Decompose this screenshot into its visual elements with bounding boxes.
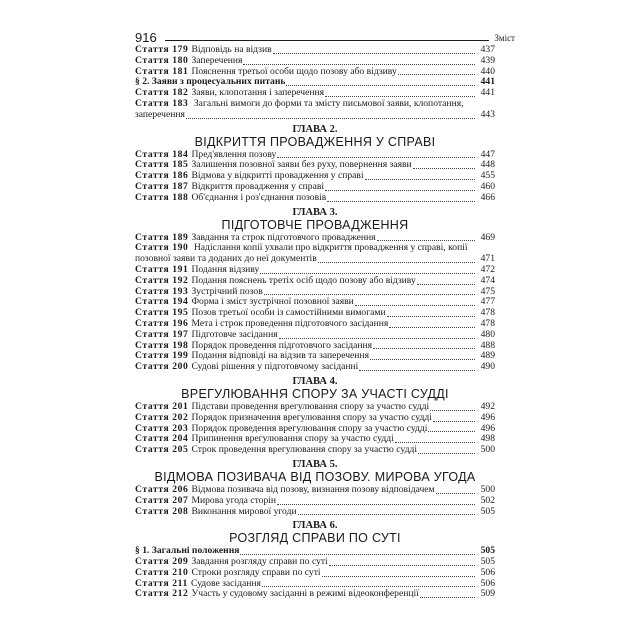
chapter-number: ГЛАВА 6.	[292, 520, 338, 532]
toc-entry-page: 441	[480, 76, 495, 88]
toc-entry-page: 489	[480, 350, 495, 362]
toc-entry	[135, 496, 495, 507]
toc-entry	[135, 579, 495, 590]
leader-dots	[365, 179, 475, 180]
toc-entry-label: Стаття 193	[135, 285, 189, 297]
leader-dots	[398, 74, 475, 75]
toc-entry-label: Стаття 184	[135, 148, 189, 160]
toc-entry	[135, 568, 495, 579]
toc-entry-page: 488	[480, 339, 495, 351]
chapter-title: ПІДГОТОВЧЕ ПРОВАДЖЕННЯ	[221, 217, 409, 232]
toc-entry-label: Стаття 199	[135, 350, 189, 362]
toc-entry-title: Подання відзиву	[191, 264, 260, 275]
toc-entry	[135, 67, 495, 78]
toc-entry-page: 480	[480, 328, 495, 340]
toc-entry-label: Стаття 207	[135, 494, 189, 506]
leader-dots	[420, 597, 475, 598]
leader-dots	[433, 421, 475, 422]
leader-dots	[318, 262, 475, 263]
leader-dots	[413, 168, 475, 169]
toc-entry-page: 477	[480, 296, 495, 308]
toc-entry-title: Судові рішення у підготовчому засіданні	[191, 362, 359, 373]
leader-dots	[262, 586, 475, 587]
toc-entry-label: Стаття 200	[135, 361, 189, 373]
toc-entry-label: Стаття 196	[135, 317, 189, 329]
leader-dots	[186, 118, 475, 119]
leader-dots	[260, 273, 475, 274]
toc-entry-title: Залишення позовної заяви без руху, повернення заяви	[191, 160, 412, 171]
toc-section-chapter-6	[135, 546, 495, 600]
leader-dots	[277, 157, 475, 158]
toc-entry-title: Позов третьої особи із самостійними вимогами	[191, 308, 386, 319]
toc-section-chapter-3	[135, 265, 495, 373]
toc-entry-title: Судове засідання	[190, 578, 261, 589]
toc-entry	[135, 193, 495, 204]
toc-entry	[135, 402, 495, 413]
toc-entry-page: 505	[480, 505, 495, 517]
toc-entry-title: Відмова позивача від позову, визнання позову відповідачем	[191, 484, 435, 495]
chapter-number: ГЛАВА 5.	[292, 458, 338, 470]
toc-section-top	[135, 45, 495, 99]
toc-section-chapter-2	[135, 150, 495, 204]
toc-entry-title: Відкриття провадження у справі	[191, 181, 325, 192]
toc-entry-page: 478	[480, 307, 495, 319]
toc-entry	[135, 557, 495, 568]
toc-entry-title: Порядок проведення підготовчого засідання	[191, 340, 373, 351]
toc-entry	[135, 243, 495, 265]
toc-entry-label: Стаття 208	[135, 505, 189, 517]
toc-entry	[135, 330, 495, 341]
chapter-number: ГЛАВА 2.	[292, 123, 338, 135]
toc-entry-page: 492	[480, 400, 495, 412]
toc-entry-page: 502	[480, 494, 495, 506]
leader-dots	[418, 453, 475, 454]
leader-dots	[355, 305, 475, 306]
toc-entry-page: 439	[480, 54, 495, 66]
toc-entry-title: Виконання мирової угоди	[191, 506, 297, 517]
toc-entry-page: 509	[480, 588, 495, 600]
toc-entry-title: Завдання розгляду справи по суті	[191, 557, 328, 568]
toc-entry-page: 475	[480, 285, 495, 297]
toc-entry-title: Об'єднання і роз'єднання позовів	[191, 192, 327, 203]
toc-entry-title: § 2. Заяви з процесуальних питань	[135, 77, 286, 88]
toc-entry-page: 496	[480, 411, 495, 423]
toc-entry-title: Подання пояснень третіх осіб щодо позову або відзиву	[191, 275, 416, 286]
leader-dots	[325, 190, 475, 191]
toc-entry	[135, 297, 495, 308]
toc-entry	[135, 308, 495, 319]
toc-entry-title: Пояснення третьої особи щодо позову або відзиву	[191, 66, 397, 77]
toc-entry-label: Стаття 206	[135, 483, 189, 495]
toc-entry-title: Строк проведення врегулювання спору за участю судді	[191, 445, 417, 456]
toc-entry-page: 460	[480, 180, 495, 192]
leader-dots	[389, 327, 475, 328]
toc-entry-title: Надіслання копії ухвали про відкриття провадження у справі, копії	[193, 242, 468, 254]
toc-entry-title: Загальні вимоги до форми та змісту письмової заяви, клопотання,	[193, 97, 464, 109]
toc-entry	[135, 507, 495, 518]
header-rule	[165, 40, 490, 41]
toc-entry-page: 469	[480, 231, 495, 243]
toc-entry-label: Стаття 182	[135, 87, 189, 99]
toc-entry-page: 498	[480, 433, 495, 445]
leader-dots	[322, 576, 475, 577]
leader-dots	[417, 284, 475, 285]
leader-dots	[279, 338, 475, 339]
toc-entry	[135, 341, 495, 352]
toc-section-chapter-4	[135, 402, 495, 456]
toc-entry-label: Стаття 212	[135, 588, 189, 600]
chapter-title: ВІДКРИТТЯ ПРОВАДЖЕННЯ У СПРАВІ	[194, 134, 436, 149]
toc-entry-page: 500	[480, 483, 495, 495]
toc-entry-title: Мета і строк проведення підготовчого засідання	[191, 318, 389, 329]
chapter-number: ГЛАВА 4.	[292, 375, 338, 387]
toc-entry-title: Відмова у відкритті провадження у справі	[191, 171, 364, 182]
leader-dots	[436, 493, 475, 494]
toc-entry-label: Стаття 210	[135, 566, 189, 578]
toc-entry-page: 505	[480, 556, 495, 568]
toc-section-chapter-5	[135, 485, 495, 517]
leader-dots	[325, 96, 475, 97]
page-header	[135, 28, 515, 44]
leader-dots	[264, 294, 475, 295]
toc-section-heading	[135, 546, 495, 557]
leader-dots	[370, 359, 475, 360]
toc-entry	[135, 150, 495, 161]
toc-entry	[135, 485, 495, 496]
leader-dots	[298, 514, 475, 515]
toc-entry-title: Заяви, клопотання і заперечення	[191, 88, 325, 99]
toc-entry	[135, 56, 495, 67]
toc-entry-title: Строки розгляду справи по суті	[191, 567, 321, 578]
toc-entry-label: Стаття 188	[135, 191, 189, 203]
toc-entry-label: Стаття 209	[135, 556, 189, 568]
leader-dots	[329, 565, 475, 566]
toc-entry-title: Заперечення	[191, 55, 243, 66]
toc-entry-page: 474	[480, 274, 495, 286]
toc-section-heading	[135, 77, 495, 88]
toc-entry-label: Стаття 194	[135, 296, 189, 308]
toc-entry-label: Стаття 202	[135, 411, 189, 423]
toc-entry-title: Порядок призначення врегулювання спору за участю судді	[191, 412, 432, 423]
toc-entry	[135, 319, 495, 330]
toc-entry-title: Участь у судовому засіданні в режимі відеоконференції	[191, 589, 419, 600]
toc-entry	[135, 160, 495, 171]
leader-dots	[327, 201, 475, 202]
toc-entry	[135, 182, 495, 193]
toc-entry-label: Стаття 211	[135, 577, 188, 589]
toc-entry-page: 490	[480, 361, 495, 373]
toc-entry-label: Стаття 179	[135, 44, 189, 55]
leader-dots	[286, 85, 475, 86]
toc-entry-title: Пред'явлення позову	[191, 149, 277, 160]
toc-entry-title: Подання відповіді на відзив та заперечення	[191, 351, 369, 362]
toc-entry	[135, 351, 495, 362]
toc-entry-label: Стаття 192	[135, 274, 189, 286]
leader-dots	[377, 240, 475, 241]
toc-entry-label: Стаття 205	[135, 444, 189, 456]
toc-entry-label: Стаття 185	[135, 159, 189, 171]
toc-entry-title: Завдання та строк підготовчого провадження	[191, 232, 376, 243]
toc-entry	[135, 99, 495, 121]
toc-entry-title: Мирова угода сторін	[191, 495, 277, 506]
toc-entry-label: Стаття 191	[135, 263, 189, 275]
toc-entry-page: 437	[480, 44, 495, 55]
toc-entry-label: Стаття 190	[135, 242, 189, 254]
toc-entry-page: 472	[480, 263, 495, 275]
toc-entry	[135, 171, 495, 182]
table-of-contents	[135, 45, 495, 600]
toc-entry-label: Стаття 187	[135, 180, 189, 192]
toc-entry-page: 443	[480, 108, 495, 120]
chapter-title: ВРЕГУЛЮВАННЯ СПОРУ ЗА УЧАСТІ СУДДІ	[181, 386, 449, 401]
toc-entry-page: 471	[480, 253, 495, 265]
toc-entry-page: 496	[480, 422, 495, 434]
toc-entry	[135, 434, 495, 445]
toc-entry-title-continued: заперечення	[135, 109, 185, 120]
leader-dots	[359, 370, 475, 371]
toc-entry-page: 440	[480, 65, 495, 77]
toc-entry-label: Стаття 204	[135, 433, 189, 445]
toc-entry-label: Стаття 203	[135, 422, 189, 434]
toc-entry-title: Порядок проведення врегулювання спору за участю судді	[191, 423, 428, 434]
toc-entry-page: 478	[480, 317, 495, 329]
toc-entry-label: Стаття 186	[135, 170, 189, 182]
running-title: Зміст	[494, 33, 515, 43]
toc-entry-page: 500	[480, 444, 495, 456]
toc-entry-title-continued: позовної заяви та доданих до неї документів	[135, 254, 317, 265]
toc-entry-label: Стаття 189	[135, 231, 189, 243]
toc-entry-page: 506	[480, 566, 495, 578]
leader-dots	[387, 316, 475, 317]
toc-entry-title: Підстави проведення врегулювання спору за участю судді	[191, 401, 430, 412]
toc-entry	[135, 276, 495, 287]
leader-dots	[273, 53, 475, 54]
page-number: 916	[135, 30, 157, 45]
toc-entry	[135, 413, 495, 424]
toc-entry-label: Стаття 201	[135, 400, 189, 412]
toc-entry-page: 505	[480, 545, 495, 557]
leader-dots	[428, 431, 475, 432]
chapter-number: ГЛАВА 3.	[292, 206, 338, 218]
toc-entry	[135, 265, 495, 276]
leader-dots	[430, 410, 475, 411]
toc-entry-label: Стаття 183	[135, 97, 189, 109]
toc-entry-title: Підготовче засідання	[191, 329, 278, 340]
toc-entry-label: Стаття 180	[135, 54, 189, 66]
toc-entry-title: Відповідь на відзив	[191, 45, 272, 55]
toc-entry-page: 447	[480, 148, 495, 160]
leader-dots	[240, 554, 475, 555]
toc-entry	[135, 589, 495, 600]
toc-entry-label: Стаття 197	[135, 328, 189, 340]
chapter-title: ВІДМОВА ПОЗИВАЧА ВІД ПОЗОВУ. МИРОВА УГОДА	[154, 469, 476, 484]
leader-dots	[395, 442, 475, 443]
toc-entry-label: Стаття 198	[135, 339, 189, 351]
toc-entry-page: 448	[480, 159, 495, 171]
leader-dots	[243, 64, 475, 65]
toc-entry-label: Стаття 195	[135, 307, 189, 319]
toc-entry-title: § 1. Загальні положення	[135, 546, 240, 557]
toc-entry-page: 455	[480, 170, 495, 182]
toc-entry-title: Форма і зміст зустрічної позовної заяви	[191, 297, 354, 308]
toc-entry	[135, 362, 495, 373]
chapter-title: РОЗГЛЯД СПРАВИ ПО СУТІ	[229, 531, 401, 546]
toc-entry-page: 466	[480, 191, 495, 203]
leader-dots	[373, 348, 475, 349]
toc-entry-label: Стаття 181	[135, 65, 189, 77]
toc-entry	[135, 424, 495, 435]
leader-dots	[277, 504, 475, 505]
toc-entry	[135, 45, 495, 56]
toc-entry-title: Зустрічний позов	[191, 286, 263, 297]
toc-entry-page: 441	[480, 87, 495, 99]
toc-entry-page: 506	[480, 577, 495, 589]
toc-entry	[135, 445, 495, 456]
toc-entry	[135, 287, 495, 298]
toc-entry-title: Припинення врегулювання спору за участю судді	[191, 434, 394, 445]
